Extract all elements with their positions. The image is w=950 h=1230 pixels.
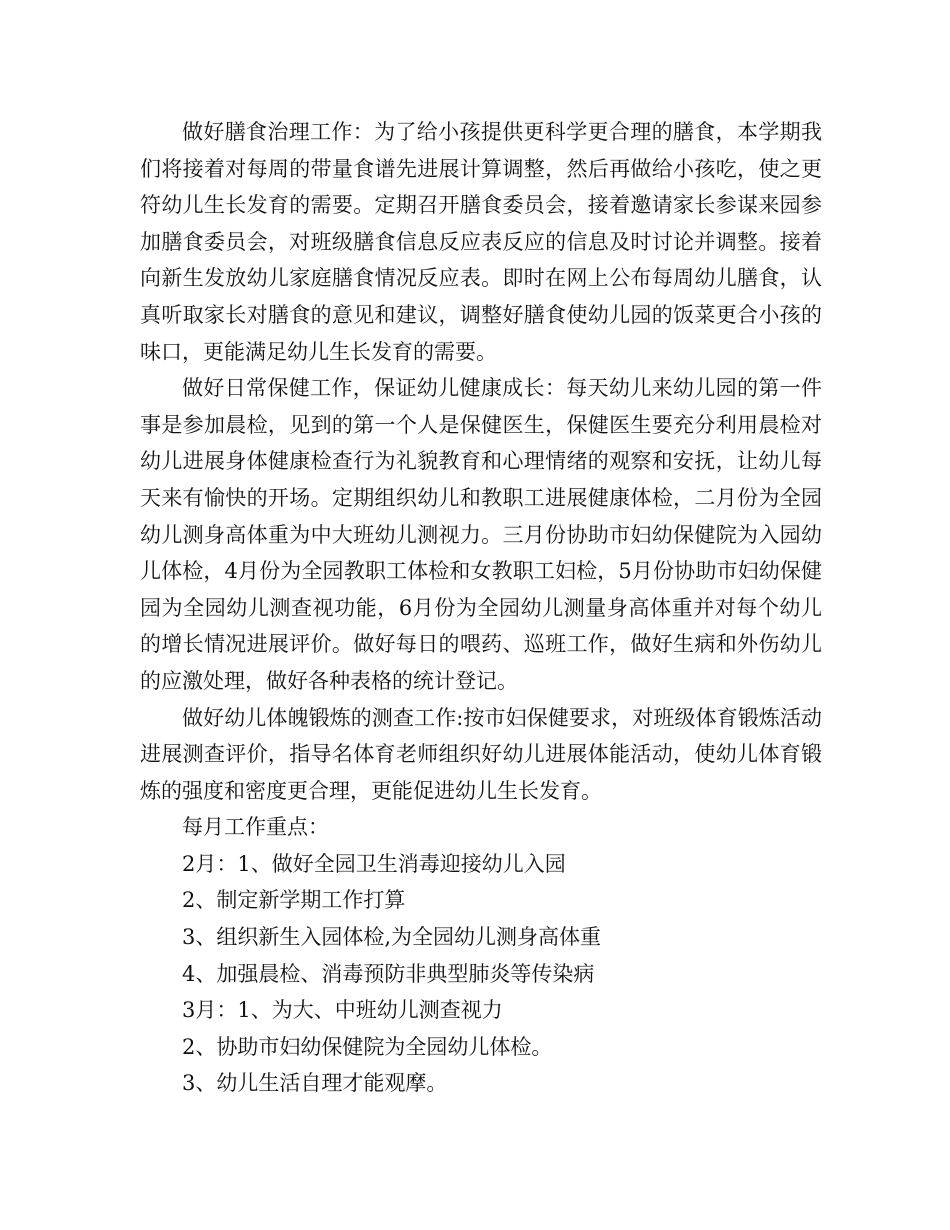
list-item: 2、制定新学期工作打算 xyxy=(182,888,406,913)
paragraph-daily-health-care: 做好日常保健工作，保证幼儿健康成长：每天幼儿来幼儿园的第一件事是参加晨检，见到的第一个人是保健医生，保健医生要充分利用晨检对幼儿进展身体健康检查行为礼貌教育和心理情绪的观察和安抚，让幼儿每天来有愉快的开场。定期组织幼儿和教职工进展健康体检，二月份为全园幼儿测身高体重为中大班幼儿测视力。三月份协助市妇幼保健院为入园幼儿体检，4月份为全园教职工体检和女教职工妇检，5月份协助市妇幼保健园为全园幼儿测查视功能，6月份为全园幼儿测量身高体重并对每个幼儿的增长情况进展评价。做好每日的喂药、巡班工作，做好生病和外伤幼儿的应激处理，做好各种表格的统计登记。 xyxy=(140,376,822,693)
monthly-focus-heading: 每月工作重点： xyxy=(182,815,329,840)
list-item: 3、幼儿生活自理才能观摩。 xyxy=(182,1071,448,1096)
list-item: 3、组织新生入园体检,为全园幼儿测身高体重 xyxy=(182,925,602,950)
document-body xyxy=(140,114,822,1102)
paragraph-physical-exercise: 做好幼儿体魄锻炼的测查工作:按市妇保健要求，对班级体育锻炼活动进展测查评价，指导名体育老师组织好幼儿进展体能活动，使幼儿体育锻炼的强度和密度更合理，更能促进幼儿生长发育。 xyxy=(140,705,822,803)
paragraph-diet-management: 做好膳食治理工作：为了给小孩提供更科学更合理的膳食，本学期我们将接着对每周的带量食谱先进展计算调整，然后再做给小孩吃，使之更符幼儿生长发育的需要。定期召开膳食委员会，接着邀请家长参谋来园参加膳食委员会，对班级膳食信息反应表反应的信息及时讨论并调整。接着向新生发放幼儿家庭膳食情况反应表。即时在网上公布每周幼儿膳食，认真听取家长对膳食的意见和建议，调整好膳食使幼儿园的饭菜更合小孩的味口，更能满足幼儿生长发育的需要。 xyxy=(140,120,822,364)
list-item: 4、加强晨检、消毒预防非典型肺炎等传染病 xyxy=(182,961,595,986)
list-item: 3月：1、为大、中班幼儿测查视力 xyxy=(182,998,503,1023)
list-item: 2、协助市妇幼保健院为全园幼儿体检。 xyxy=(182,1034,553,1059)
list-item: 2月：1、做好全园卫生消毒迎接幼儿入园 xyxy=(182,851,566,876)
